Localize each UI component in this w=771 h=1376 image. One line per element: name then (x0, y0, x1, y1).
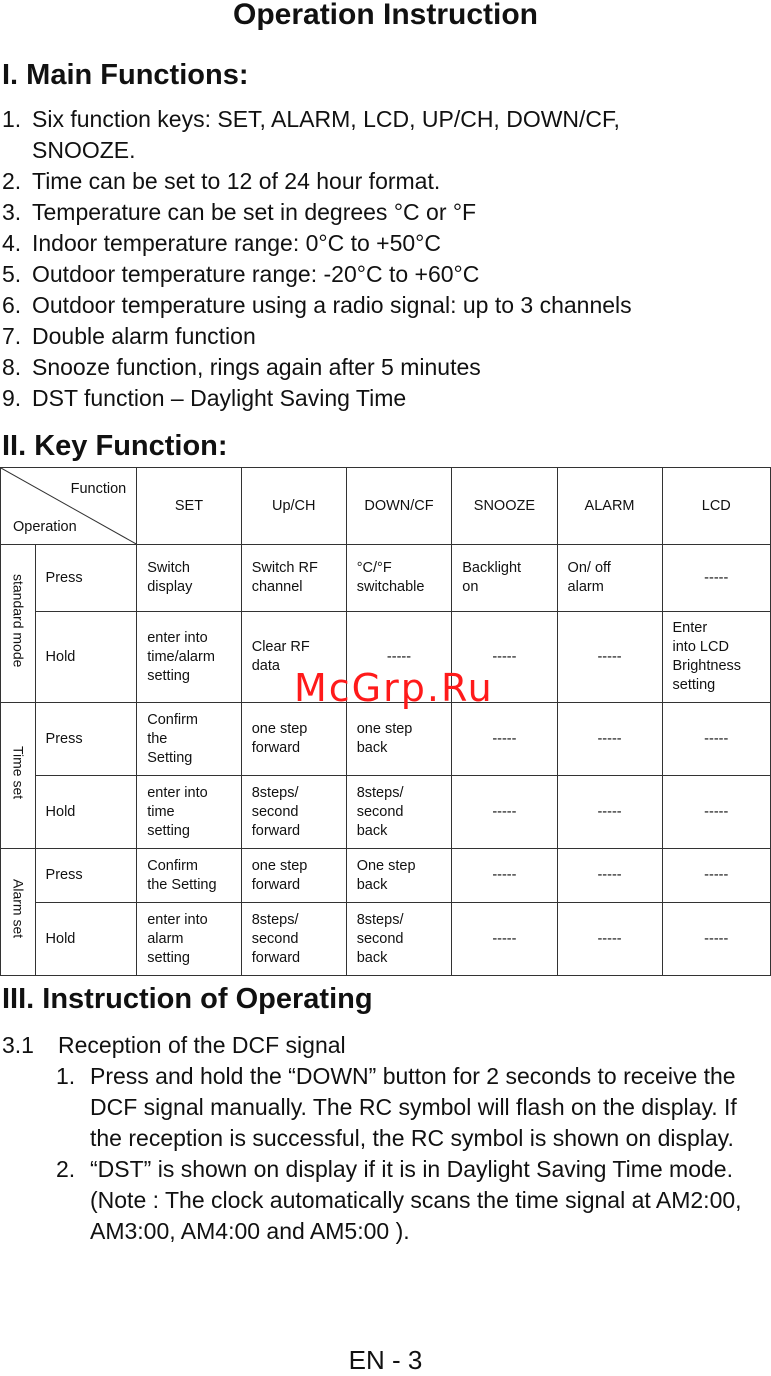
cell-line: Confirm (147, 711, 198, 728)
cell-line: ----- (492, 730, 517, 747)
column-header-up-ch: Up/CH (241, 468, 346, 545)
table-cell (137, 612, 242, 703)
list-item-number: 2. (2, 168, 22, 194)
list-item-number: 1. (2, 106, 22, 132)
column-header-alarm: ALARM (557, 468, 662, 545)
section-1-heading: I. Main Functions: (2, 59, 249, 91)
subsection-number: 3.1 (2, 1032, 34, 1058)
group-label: standard mode (10, 573, 27, 668)
list-item (0, 104, 632, 166)
list-item-number: 8. (2, 354, 22, 380)
cell-line: the (147, 730, 168, 747)
cell-line: ----- (492, 867, 517, 883)
table-cell (662, 545, 770, 612)
cell-line: ----- (386, 648, 412, 665)
cell-line: °C/°F (356, 560, 392, 576)
subsection-title: Reception of the DCF signal (58, 1032, 346, 1058)
list-item (0, 228, 632, 259)
table-cell (452, 903, 557, 976)
table-cell (662, 612, 770, 703)
table-cell (557, 545, 662, 612)
list-item-number: 2. (56, 1156, 76, 1182)
column-header-lcd: LCD (662, 468, 770, 545)
cell-line: display (147, 579, 193, 595)
cell-line: channel (251, 579, 303, 595)
table-cell (346, 545, 452, 612)
cell-line: back (356, 876, 388, 893)
list-item (0, 290, 632, 321)
table-cell (557, 903, 662, 976)
list-item-text: Snooze function, rings again after 5 minutes (32, 354, 481, 380)
cell-line: ----- (597, 930, 622, 947)
list-item-text: Outdoor temperature using a radio signal: up to 3 channels (32, 292, 632, 318)
cell-line: Clear RF (251, 639, 310, 655)
cell-line: one step (356, 721, 413, 737)
cell-line: enter into (147, 784, 208, 801)
column-header-snooze: SNOOZE (452, 468, 557, 545)
list-item (0, 352, 632, 383)
cell-line: ----- (704, 867, 729, 883)
cell-line: One step (356, 857, 416, 874)
list-item-number: 9. (2, 385, 22, 411)
cell-line: the Setting (147, 876, 217, 893)
table-cell (557, 612, 662, 703)
cell-line: forward (251, 949, 301, 966)
cell-line: enter into (147, 629, 208, 646)
section-2-heading: II. Key Function: (2, 430, 228, 462)
cell-line: ----- (492, 648, 517, 665)
group-label-cell (1, 703, 36, 849)
group-label: Alarm set (10, 879, 27, 939)
table-cell (241, 545, 346, 612)
cell-line: ----- (704, 730, 729, 747)
list-item-text: DST function – Daylight Saving Time (32, 385, 407, 411)
corner-function-label: Function (70, 481, 127, 497)
cell-line: on (462, 579, 479, 595)
cell-line: second (356, 930, 404, 947)
cell-line: data (251, 658, 280, 674)
table-cell (137, 703, 242, 776)
table-cell (662, 903, 770, 976)
table-corner-cell (1, 468, 137, 545)
cell-line: time/alarm (147, 648, 215, 665)
watermark: McGrp.Ru (294, 666, 494, 710)
operation-cell: Press (35, 849, 137, 903)
cell-line: ----- (492, 930, 517, 947)
main-functions-list (0, 104, 632, 414)
cell-line: 8steps/ (356, 911, 404, 928)
cell-line: Backlight (462, 560, 522, 576)
table-cell (662, 776, 770, 849)
cell-line: second (251, 803, 299, 820)
table-row (1, 703, 771, 776)
cell-line: second (251, 930, 299, 947)
list-item-text: Indoor temperature range: 0°C to +50°C (32, 230, 441, 256)
operation-cell: Press (35, 545, 137, 612)
cell-line: setting (147, 822, 190, 839)
table-cell (662, 849, 770, 903)
cell-line: Confirm (147, 857, 198, 874)
list-item-text: Double alarm function (32, 323, 256, 349)
cell-line: into LCD (672, 639, 729, 655)
cell-line: 8steps/ (251, 784, 299, 801)
table-cell (452, 703, 557, 776)
group-label-cell (1, 849, 36, 976)
group-label-cell (1, 545, 36, 703)
table-row (1, 776, 771, 849)
operation-cell: Press (35, 703, 137, 776)
cell-line: ----- (492, 803, 517, 820)
table-cell (346, 849, 452, 903)
cell-line: setting (147, 949, 190, 966)
list-item-text: Temperature can be set in degrees °C or °F (32, 199, 477, 225)
column-header-down-cf: DOWN/CF (346, 468, 452, 545)
table-cell (452, 849, 557, 903)
list-item (56, 1061, 771, 1154)
cell-line: forward (251, 822, 301, 839)
list-item-text: Time can be set to 12 of 24 hour format. (32, 168, 441, 194)
cell-line: back (356, 822, 388, 839)
cell-line: Enter (672, 620, 708, 636)
list-item-number: 6. (2, 292, 22, 318)
list-item (0, 383, 632, 414)
table-cell (241, 903, 346, 976)
cell-line: ----- (597, 867, 622, 883)
dcf-steps-list (56, 1061, 771, 1247)
cell-line: switchable (356, 579, 425, 595)
cell-line: Switch (147, 560, 190, 576)
cell-line: 8steps/ (356, 784, 404, 801)
table-cell (346, 703, 452, 776)
table-cell (557, 703, 662, 776)
list-item-text: Six function keys: SET, ALARM, LCD, UP/CH, DOWN/CF, (32, 106, 620, 132)
cell-line: 8steps/ (251, 911, 299, 928)
list-item-number: 4. (2, 230, 22, 256)
cell-line: On/ off (567, 560, 611, 576)
cell-line: time (147, 803, 175, 820)
cell-line: ----- (597, 730, 622, 747)
cell-line: back (356, 949, 388, 966)
list-item (0, 321, 632, 352)
cell-line: setting (147, 667, 190, 684)
table-cell (241, 703, 346, 776)
cell-line: alarm (147, 930, 184, 947)
cell-line: forward (251, 740, 301, 756)
key-function-table (0, 467, 771, 976)
cell-line: enter into (147, 911, 208, 928)
section-3-heading: III. Instruction of Operating (2, 983, 373, 1015)
cell-line: setting (672, 677, 716, 693)
table-row (1, 903, 771, 976)
cell-line: Switch RF (251, 560, 318, 576)
page-number: EN - 3 (348, 1345, 423, 1375)
operation-cell: Hold (35, 612, 137, 703)
list-item-text: SNOOZE. (32, 137, 136, 163)
cell-line: ----- (597, 648, 622, 665)
corner-operation-label: Operation (13, 519, 77, 535)
cell-line: one step (251, 857, 308, 874)
table-cell (137, 776, 242, 849)
cell-line: forward (251, 876, 301, 893)
table-row (1, 545, 771, 612)
table-cell (137, 545, 242, 612)
list-item (0, 197, 632, 228)
list-item-number: 1. (56, 1063, 76, 1089)
cell-line: alarm (567, 579, 604, 595)
list-item-text: “DST” is shown on display if it is in Daylight Saving Time mode. (Note : The clock automatically scans the time signal at AM2:00, AM3:00, AM4:00 and AM5:00 ). (90, 1156, 742, 1244)
cell-line: ----- (704, 569, 729, 586)
table-cell (452, 776, 557, 849)
cell-line: back (356, 740, 388, 756)
list-item (56, 1154, 771, 1247)
table-cell (557, 776, 662, 849)
list-item-number: 7. (2, 323, 22, 349)
table-cell (137, 849, 242, 903)
operation-cell: Hold (35, 776, 137, 849)
column-header-set: SET (137, 468, 242, 545)
table-cell (241, 776, 346, 849)
cell-line: ----- (704, 930, 729, 947)
operation-cell: Hold (35, 903, 137, 976)
list-item (0, 166, 632, 197)
cell-line: Setting (147, 749, 193, 766)
cell-line: ----- (597, 803, 622, 820)
table-cell (557, 849, 662, 903)
cell-line: ----- (704, 803, 729, 820)
cell-line: one step (251, 721, 308, 737)
cell-line: second (356, 803, 404, 820)
list-item-number: 5. (2, 261, 22, 287)
list-item-text: Outdoor temperature range: -20°C to +60°C (32, 261, 480, 287)
table-cell (662, 703, 770, 776)
page-title: Operation Instruction (232, 0, 538, 31)
group-label: Time set (10, 745, 27, 800)
table-cell (346, 903, 452, 976)
list-item-text: Press and hold the “DOWN” button for 2 seconds to receive the DCF signal manually. The RC symbol will flash on the display. If the reception is successful, the RC symbol is shown on display. (90, 1063, 737, 1151)
table-cell (241, 849, 346, 903)
table-row (1, 849, 771, 903)
cell-line: Brightness (672, 658, 742, 674)
table-cell (346, 776, 452, 849)
list-item (0, 259, 632, 290)
list-item-number: 3. (2, 199, 22, 225)
table-cell (137, 903, 242, 976)
table-cell (452, 545, 557, 612)
subsection-3-1 (2, 1030, 346, 1060)
